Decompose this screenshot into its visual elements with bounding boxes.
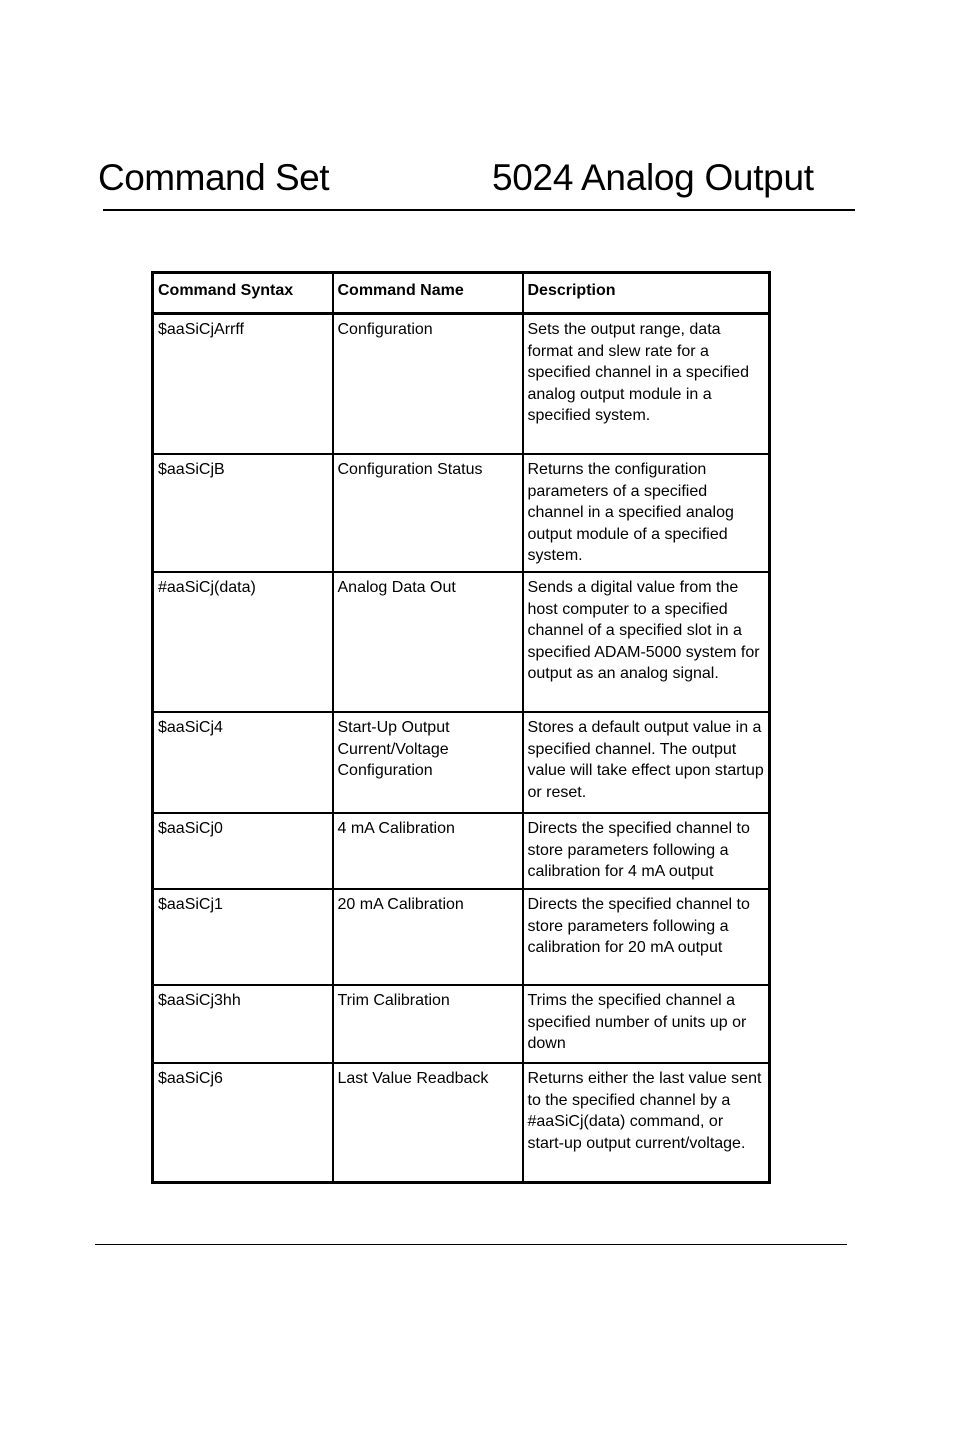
table-header-row	[153, 273, 770, 314]
cell-syntax: $aaSiCj0	[153, 813, 333, 889]
table-row	[153, 985, 770, 1063]
cell-description: Returns either the last value sent to the specified channel by a #aaSiCj(data) command, or start-up output current/voltage.	[523, 1063, 770, 1183]
table-row	[153, 712, 770, 813]
cell-syntax: $aaSiCj1	[153, 889, 333, 985]
cell-syntax: $aaSiCj6	[153, 1063, 333, 1183]
cell-syntax: $aaSiCj3hh	[153, 985, 333, 1063]
header-divider	[103, 209, 855, 211]
cell-description: Directs the specified channel to store parameters following a calibration for 20 mA output	[523, 889, 770, 985]
table-row	[153, 813, 770, 889]
table-row	[153, 572, 770, 712]
cell-name: Last Value Readback	[333, 1063, 523, 1183]
cell-name: Start-Up Output Current/Voltage Configuration	[333, 712, 523, 813]
cell-description: Directs the specified channel to store parameters following a calibration for 4 mA output	[523, 813, 770, 889]
command-table	[151, 271, 771, 1184]
column-header-name: Command Name	[333, 273, 523, 314]
column-header-syntax: Command Syntax	[153, 273, 333, 314]
table-row	[153, 889, 770, 985]
cell-syntax: $aaSiCjArrff	[153, 314, 333, 455]
footer-divider	[95, 1244, 847, 1245]
table-row	[153, 454, 770, 572]
cell-name: Trim Calibration	[333, 985, 523, 1063]
command-table-head	[153, 273, 770, 314]
table-row	[153, 1063, 770, 1183]
cell-name: 20 mA Calibration	[333, 889, 523, 985]
cell-name: Configuration Status	[333, 454, 523, 572]
cell-syntax: #aaSiCj(data)	[153, 572, 333, 712]
page-header-section-title: Command Set	[98, 157, 329, 198]
cell-description: Returns the configuration parameters of a specified channel in a specified analog output module of a specified system.	[523, 454, 770, 572]
column-header-description: Description	[523, 273, 770, 314]
cell-syntax: $aaSiCj4	[153, 712, 333, 813]
table-row	[153, 314, 770, 455]
page-header-chapter-title: 5024 Analog Output	[492, 157, 814, 198]
cell-name: Configuration	[333, 314, 523, 455]
cell-description: Sets the output range, data format and slew rate for a specified channel in a specified analog output module in a specified system.	[523, 314, 770, 455]
cell-description: Sends a digital value from the host computer to a specified channel of a specified slot in a specified ADAM-5000 system for output as an analog signal.	[523, 572, 770, 712]
cell-description: Stores a default output value in a specified channel. The output value will take effect upon startup or reset.	[523, 712, 770, 813]
cell-syntax: $aaSiCjB	[153, 454, 333, 572]
cell-name: 4 mA Calibration	[333, 813, 523, 889]
cell-description: Trims the specified channel a specified number of units up or down	[523, 985, 770, 1063]
command-table-body	[153, 314, 770, 1183]
cell-name: Analog Data Out	[333, 572, 523, 712]
